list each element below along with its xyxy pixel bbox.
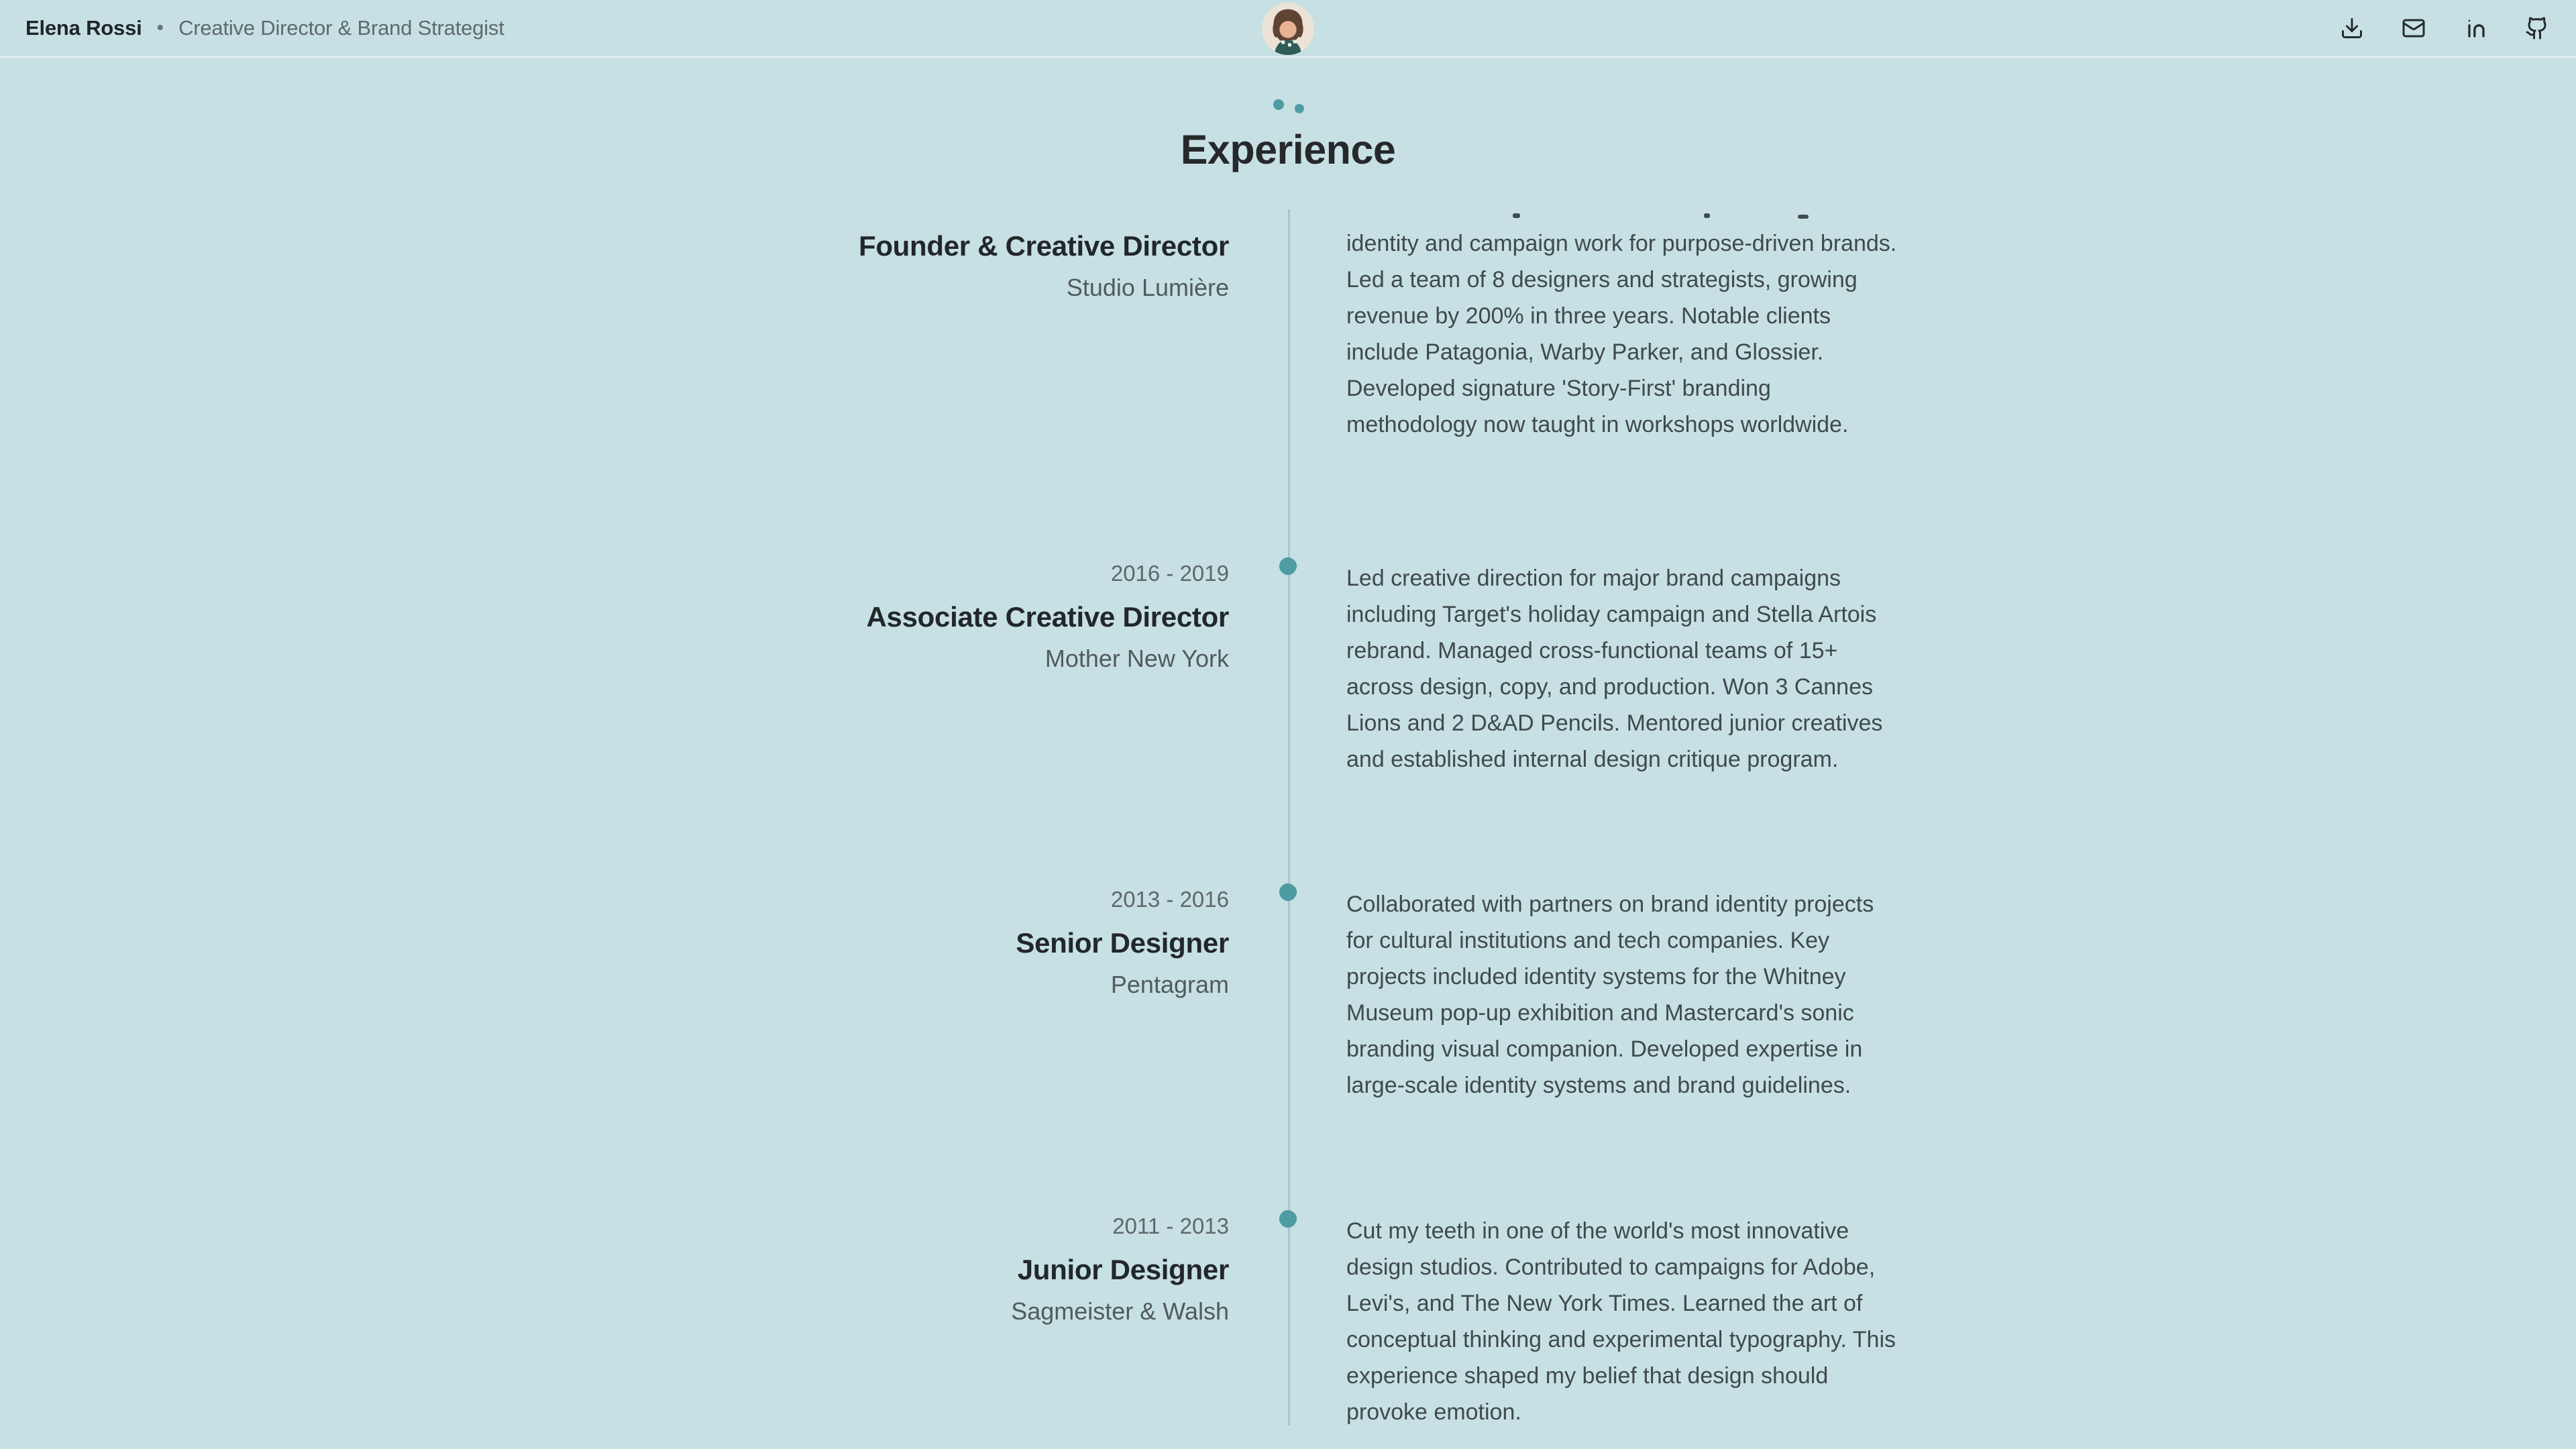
entry-company: Sagmeister & Walsh — [1011, 1297, 1229, 1325]
avatar-image — [1262, 3, 1314, 55]
header-actions — [2339, 15, 2556, 42]
entry-description — [1346, 1213, 1905, 1430]
download-icon — [2340, 16, 2364, 40]
entry-period: 2013 - 2016 — [1110, 887, 1229, 912]
entry-description — [1346, 886, 1905, 1104]
mail-icon — [2402, 16, 2426, 40]
github-icon — [2525, 16, 2549, 40]
entry-description-text: Cut my teeth in one of the world's most innovative design studios. Contributed to campaigns for Adobe, Levi's, and The New York Times. Learned the art of conceptual thinking and experimental typography. This experience shaped my belief that design should provoke emotion. — [1346, 1218, 1896, 1425]
timeline-entry — [0, 1213, 2576, 1430]
entry-company: Mother New York — [1044, 645, 1229, 672]
entry-description-text: Led creative direction for major brand campaigns including Target's holiday campaign and Stella Artois rebrand. Managed cross-functional teams of 15+ across design, copy, and production. Won 3 Cannes Lions and 2 D&AD Pencils. Mentored junior creatives and established internal design critique program. — [1346, 566, 1883, 772]
avatar[interactable] — [1262, 3, 1314, 55]
top-header — [0, 0, 2576, 58]
entry-description-text: identity and campaign work for purpose-driven brands. Led a team of 8 designers and strategists, growing revenue by 200% in three years. Notable clients include Patagonia, Warby Parker, and Glossier. Developed signature 'Story-First' branding methodology now taught in workshops worldwide. — [1346, 231, 1897, 437]
entry-period: 2011 - 2013 — [1112, 1214, 1229, 1238]
entry-job-title: Junior Designer — [1017, 1254, 1229, 1285]
timeline-dot-icon — [1277, 555, 1299, 577]
clipped-text-remnant — [1513, 213, 1520, 218]
linkedin-icon — [2463, 16, 2487, 40]
timeline-dot-icon — [1277, 881, 1299, 903]
timeline-entry — [0, 886, 2576, 1104]
entry-description-text: Collaborated with partners on brand identity projects for cultural institutions and tech companies. Key projects included identity systems for the Whitney Museum pop-up exhibition and Mastercard's sonic branding visual companion. Developed expertise in large-scale identity systems and brand guidelines. — [1346, 892, 1874, 1098]
clipped-text-remnant — [1798, 215, 1809, 219]
entry-company: Studio Lumière — [1066, 274, 1229, 301]
entry-meta — [0, 886, 1229, 1104]
timeline-dot-icon — [1277, 1208, 1299, 1230]
entry-meta — [0, 560, 1229, 777]
clipped-text-remnant — [1346, 209, 1905, 225]
header-identity — [25, 16, 504, 40]
entry-company: Pentagram — [1110, 971, 1229, 998]
entry-job-title: Founder & Creative Director — [858, 230, 1229, 262]
user-name: Elena Rossi — [25, 16, 142, 40]
entry-meta — [0, 1213, 1229, 1430]
accent-dot-icon — [1273, 99, 1285, 111]
entry-period: 2016 - 2019 — [1110, 561, 1229, 586]
linkedin-button[interactable] — [2462, 15, 2489, 42]
experience-timeline — [0, 209, 2576, 1430]
clipped-text-remnant — [1704, 213, 1710, 218]
entry-job-title: Associate Creative Director — [866, 601, 1229, 633]
timeline-viewport — [0, 209, 2576, 1449]
separator-dot: • — [156, 17, 164, 39]
page-title: Experience — [1180, 127, 1396, 172]
timeline-entry — [0, 560, 2576, 777]
entry-job-title: Senior Designer — [1016, 927, 1229, 959]
timeline-entry — [0, 209, 2576, 443]
github-button[interactable] — [2524, 15, 2551, 42]
entry-description — [1346, 560, 1905, 777]
entry-description — [1346, 209, 1905, 443]
accent-dot-icon — [1294, 103, 1305, 114]
email-button[interactable] — [2400, 15, 2427, 42]
download-button[interactable] — [2339, 15, 2365, 42]
user-role: Creative Director & Brand Strategist — [178, 16, 504, 40]
entry-meta — [0, 209, 1229, 443]
